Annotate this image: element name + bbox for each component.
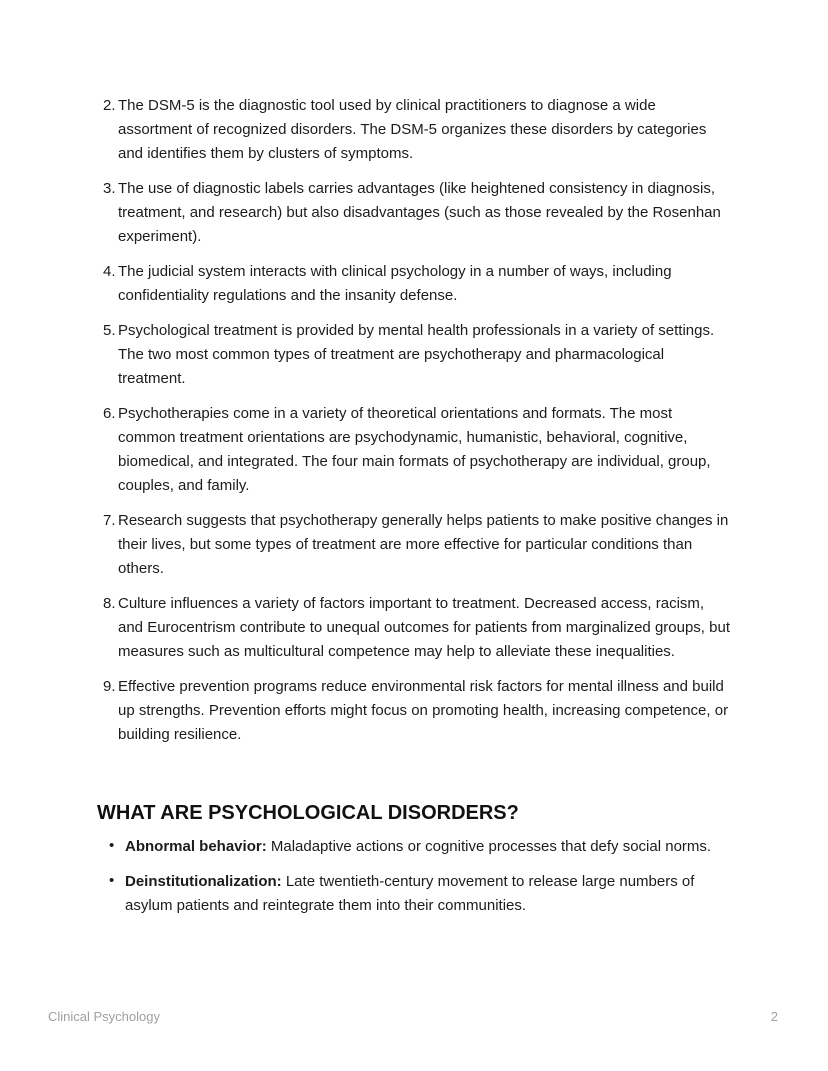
list-item-number: 4. — [103, 263, 116, 280]
list-item-text: Effective prevention programs reduce environmental risk factors for mental illness and build up strengths. Prevention efforts might focus on promoting health, increasing competence, or building resilience. — [118, 678, 729, 743]
page-footer — [48, 1009, 778, 1025]
list-item — [103, 177, 731, 249]
glossary-term-list — [97, 835, 731, 918]
footer-document-title: Clinical Psychology — [48, 1009, 160, 1024]
list-item — [103, 402, 731, 498]
bullet-icon: • — [109, 872, 115, 889]
list-item-text: The judicial system interacts with clinical psychology in a number of ways, including confidentiality regulations and the insanity defense. — [118, 263, 672, 304]
list-item — [103, 675, 731, 747]
list-item-number: 7. — [103, 512, 116, 529]
term-label: Abnormal behavior: — [125, 838, 267, 855]
term-definition: Maladaptive actions or cognitive processes that defy social norms. — [270, 838, 712, 855]
list-item-text: The DSM-5 is the diagnostic tool used by clinical practitioners to diagnose a wide assortment of recognized disorders. The DSM-5 organizes these disorders by categories and identifies them by clusters of symptoms. — [118, 97, 707, 162]
list-item-number: 2. — [103, 97, 116, 114]
list-item — [103, 592, 731, 664]
list-item-text: Culture influences a variety of factors important to treatment. Decreased access, racism, and Eurocentrism contribute to unequal outcomes for patients from marginalized groups, but measures such as multicultural competence may help to alleviate these inequalities. — [118, 595, 730, 660]
list-item-text: Research suggests that psychotherapy generally helps patients to make positive changes in their lives, but some types of treatment are more effective for particular conditions than others. — [118, 512, 729, 577]
list-item — [109, 870, 731, 918]
term-label: Deinstitutionalization: — [125, 873, 282, 890]
list-item-text: The use of diagnostic labels carries advantages (like heightened consistency in diagnosis, treatment, and research) but also disadvantages (such as those revealed by the Rosenhan experiment). — [118, 180, 721, 245]
list-item — [103, 509, 731, 581]
list-item-number: 8. — [103, 595, 116, 612]
term-definition: Late twentieth-century movement to release large numbers of asylum patients and reintegrate them into their communities. — [125, 873, 695, 914]
list-item — [103, 94, 731, 166]
list-item-number: 3. — [103, 180, 116, 197]
page-content — [97, 0, 731, 918]
list-item — [103, 319, 731, 391]
section-heading: WHAT ARE PSYCHOLOGICAL DISORDERS? — [97, 802, 519, 824]
chapter-summary-list — [97, 94, 731, 747]
bullet-icon: • — [109, 837, 115, 854]
list-item-text: Psychotherapies come in a variety of theoretical orientations and formats. The most common treatment orientations are psychodynamic, humanistic, behavioral, cognitive, biomedical, and integrated. The four main formats of psychotherapy are individual, group, couples, and family. — [118, 405, 711, 494]
list-item-number: 6. — [103, 405, 116, 422]
list-item-number: 5. — [103, 322, 116, 339]
list-item-number: 9. — [103, 678, 116, 695]
list-item — [103, 260, 731, 308]
list-item-text: Psychological treatment is provided by mental health professionals in a variety of settings. The two most common types of treatment are psychotherapy and pharmacological treatment. — [118, 322, 715, 387]
footer-page-number: 2 — [770, 1009, 778, 1024]
list-item — [109, 835, 731, 859]
